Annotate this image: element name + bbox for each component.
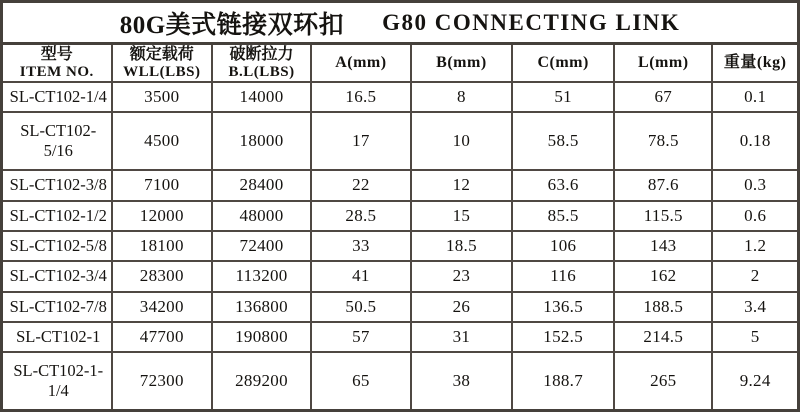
header-c-mm-label: C(mm) bbox=[537, 54, 589, 72]
table-cell: 188.5 bbox=[614, 292, 712, 322]
table-cell: 7100 bbox=[112, 170, 213, 200]
table-title bbox=[3, 3, 797, 45]
table-cell: 12000 bbox=[112, 201, 213, 231]
table-cell: 12 bbox=[411, 170, 512, 200]
header-wll-en: WLL(LBS) bbox=[123, 63, 201, 80]
item-no-cell: SL-CT102-1 bbox=[3, 322, 112, 352]
table-cell: 16.5 bbox=[311, 82, 411, 112]
header-item-no bbox=[3, 45, 112, 82]
table-cell: 214.5 bbox=[614, 322, 712, 352]
header-wll bbox=[112, 45, 213, 82]
header-wll-cn: 额定载荷 bbox=[129, 45, 194, 63]
table-row bbox=[3, 261, 797, 291]
table-cell: 14000 bbox=[212, 82, 311, 112]
table-cell: 143 bbox=[614, 231, 712, 261]
table-cell: 0.18 bbox=[712, 112, 797, 170]
table-cell: 22 bbox=[311, 170, 411, 200]
table-cell: 72300 bbox=[112, 352, 213, 409]
table-cell: 265 bbox=[614, 352, 712, 409]
table-cell: 1.2 bbox=[712, 231, 797, 261]
item-no-cell: SL-CT102-1-1/4 bbox=[3, 352, 112, 409]
item-no-cell: SL-CT102-3/4 bbox=[3, 261, 112, 291]
table-cell: 136.5 bbox=[512, 292, 614, 322]
header-bl-cn: 破断拉力 bbox=[229, 45, 294, 63]
table-cell: 18.5 bbox=[411, 231, 512, 261]
table-cell: 72400 bbox=[212, 231, 311, 261]
header-a-mm-label: A(mm) bbox=[335, 54, 387, 72]
table-cell: 28.5 bbox=[311, 201, 411, 231]
table-cell: 33 bbox=[311, 231, 411, 261]
table-cell: 136800 bbox=[212, 292, 311, 322]
header-a-mm bbox=[311, 45, 411, 82]
title-chinese: 80G美式链接双环扣 bbox=[119, 11, 345, 39]
table-cell: 38 bbox=[411, 352, 512, 409]
table-row bbox=[3, 322, 797, 352]
table-cell: 188.7 bbox=[512, 352, 614, 409]
header-bl bbox=[212, 45, 311, 82]
table-cell: 58.5 bbox=[512, 112, 614, 170]
table-cell: 26 bbox=[411, 292, 512, 322]
header-l-mm-label: L(mm) bbox=[638, 54, 689, 72]
table-cell: 18000 bbox=[212, 112, 311, 170]
item-no-cell: SL-CT102-7/8 bbox=[3, 292, 112, 322]
table-row bbox=[3, 231, 797, 261]
table-cell: 0.6 bbox=[712, 201, 797, 231]
item-no-cell: SL-CT102-1/2 bbox=[3, 201, 112, 231]
table-row bbox=[3, 201, 797, 231]
title-english: G80 CONNECTING LINK bbox=[382, 9, 681, 35]
table-cell: 57 bbox=[311, 322, 411, 352]
item-no-cell: SL-CT102-3/8 bbox=[3, 170, 112, 200]
table-cell: 162 bbox=[614, 261, 712, 291]
table-cell: 152.5 bbox=[512, 322, 614, 352]
table-cell: 8 bbox=[411, 82, 512, 112]
table-cell: 41 bbox=[311, 261, 411, 291]
table-cell: 65 bbox=[311, 352, 411, 409]
table-cell: 51 bbox=[512, 82, 614, 112]
table-cell: 3.4 bbox=[712, 292, 797, 322]
table-cell: 28300 bbox=[112, 261, 213, 291]
table-cell: 31 bbox=[411, 322, 512, 352]
table-cell: 0.1 bbox=[712, 82, 797, 112]
table-cell: 48000 bbox=[212, 201, 311, 231]
table-cell: 0.3 bbox=[712, 170, 797, 200]
table-row bbox=[3, 82, 797, 112]
table-cell: 63.6 bbox=[512, 170, 614, 200]
table-cell: 116 bbox=[512, 261, 614, 291]
table-cell: 113200 bbox=[212, 261, 311, 291]
header-weight bbox=[712, 45, 797, 82]
table-cell: 78.5 bbox=[614, 112, 712, 170]
table-cell: 190800 bbox=[212, 322, 311, 352]
table-cell: 67 bbox=[614, 82, 712, 112]
header-bl-en: B.L(LBS) bbox=[228, 63, 295, 80]
table-cell: 50.5 bbox=[311, 292, 411, 322]
table-cell: 87.6 bbox=[614, 170, 712, 200]
header-item-no-cn: 型号 bbox=[40, 45, 73, 63]
table-cell: 34200 bbox=[112, 292, 213, 322]
table-cell: 23 bbox=[411, 261, 512, 291]
table-cell: 15 bbox=[411, 201, 512, 231]
table-cell: 17 bbox=[311, 112, 411, 170]
table-cell: 106 bbox=[512, 231, 614, 261]
spec-table bbox=[3, 45, 797, 409]
header-weight-label: 重量(kg) bbox=[723, 54, 787, 72]
table-cell: 115.5 bbox=[614, 201, 712, 231]
header-l-mm bbox=[614, 45, 712, 82]
table-cell: 47700 bbox=[112, 322, 213, 352]
table-cell: 10 bbox=[411, 112, 512, 170]
item-no-cell: SL-CT102-1/4 bbox=[3, 82, 112, 112]
table-cell: 9.24 bbox=[712, 352, 797, 409]
table-cell: 3500 bbox=[112, 82, 213, 112]
table-cell: 2 bbox=[712, 261, 797, 291]
table-cell: 85.5 bbox=[512, 201, 614, 231]
header-item-no-en: ITEM NO. bbox=[19, 63, 94, 80]
header-b-mm bbox=[411, 45, 512, 82]
header-c-mm bbox=[512, 45, 614, 82]
table-row bbox=[3, 292, 797, 322]
table-cell: 289200 bbox=[212, 352, 311, 409]
header-b-mm-label: B(mm) bbox=[436, 54, 487, 72]
item-no-cell: SL-CT102-5/8 bbox=[3, 231, 112, 261]
table-row bbox=[3, 112, 797, 170]
header-row bbox=[3, 45, 797, 82]
table-cell: 28400 bbox=[212, 170, 311, 200]
table-cell: 18100 bbox=[112, 231, 213, 261]
table-row bbox=[3, 170, 797, 200]
table-cell: 4500 bbox=[112, 112, 213, 170]
table-cell: 5 bbox=[712, 322, 797, 352]
table-row bbox=[3, 352, 797, 409]
item-no-cell: SL-CT102-5/16 bbox=[3, 112, 112, 170]
